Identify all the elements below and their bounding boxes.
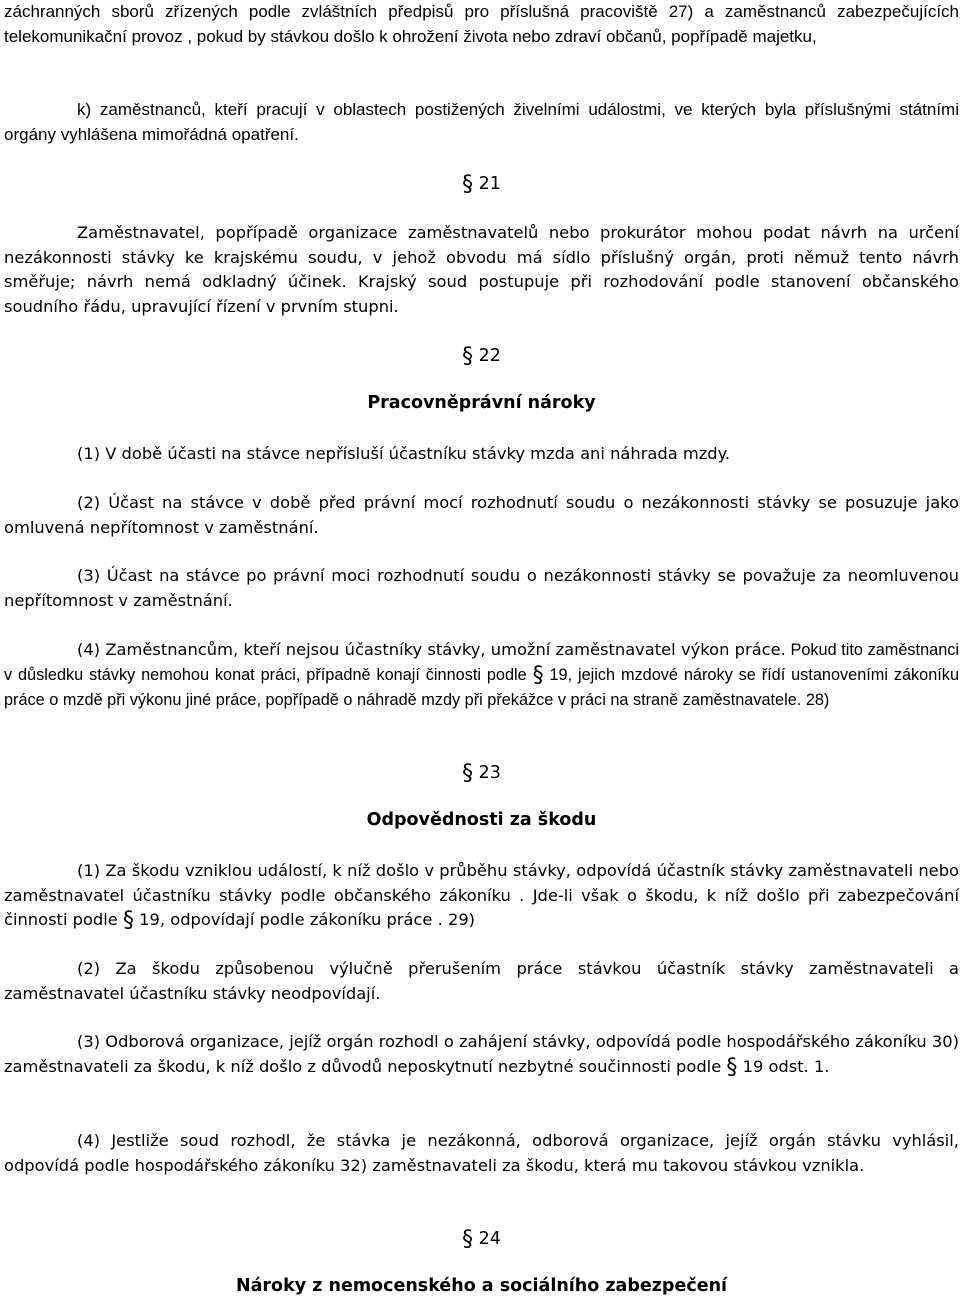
- section-23-paragraph-1: [4, 859, 959, 934]
- paragraph-1-part-a: (1) Za škodu vzniklou událostí, k níž došlo v průběhu stávky, odpovídá účastník stávky zaměstnavateli nebo zaměstnavatel účastníku stávky podle občanského zákoníku . Jde-li však o škodu, k níž došlo při zabezpečování činnosti podle: [4, 861, 959, 929]
- section-23-number: 23: [478, 763, 501, 783]
- section-sign: §: [462, 172, 474, 197]
- paragraph-3-part-a: (3) Odborová organizace, jejíž orgán rozhodl o zahájení stávky, odpovídá podle hospodářského zákoníku 30) zaměstnavateli za škodu, k níž došlo z důvodů neposkytnutí nezbytné součinnosti podle: [4, 1032, 959, 1076]
- section-sign: §: [462, 1227, 474, 1252]
- section-sign: §: [123, 908, 134, 933]
- section-21-number: 21: [478, 174, 501, 194]
- section-sign: §: [532, 662, 544, 688]
- paragraph-item-k: [4, 98, 959, 147]
- section-23-heading: [4, 761, 959, 786]
- section-22-paragraph-4: [4, 638, 959, 713]
- paragraph-4-part-b1: Pokud tito zaměstnanci v důsledku stávky nemohou konat práci, případně konají činnosti podle: [4, 641, 960, 684]
- item-k-text: k) zaměstnanců, kteří pracují v oblastech postižených živelními událostmi, ve kterých byla příslušnými státními orgány vyhlášena mimořádná opatření.: [4, 100, 959, 144]
- paragraph-3-part-b: 19 odst. 1.: [737, 1056, 830, 1076]
- section-22-number: 22: [478, 346, 501, 366]
- section-24-heading: [4, 1227, 959, 1252]
- section-23-paragraph-2: (2) Za škodu způsobenou výlučně přerušením práce stávkou účastník stávky zaměstnavateli a zaměstnavatel účastníku stávky neodpovídají.: [4, 959, 959, 1003]
- section-22-heading: [4, 344, 959, 369]
- section-21-text: Zaměstnavatel, popřípadě organizace zaměstnavatelů nebo prokurátor mohou podat návrh na určení nezákonnosti stávky ke krajskému soudu, v jehož obvodu má sídlo příslušný orgán, proti němuž tento návrh směřuje; návrh nemá odkladný účinek. Krajský soud postupuje při rozhodování podle stanovení občanského soudního řádu, upravující řízení v prvním stupni.: [4, 223, 959, 316]
- section-22-paragraph-1: (1) V době účasti na stávce nepřísluší účastníku stávky mzda ani náhrada mzdy.: [77, 444, 731, 463]
- section-23-title: Odpovědnosti za škodu: [366, 810, 597, 830]
- paragraph-4-part-a: (4) Zaměstnancům, kteří nejsou účastníky stávky, umožní zaměstnavatel výkon práce.: [77, 640, 786, 659]
- section-23-paragraph-3: [4, 1030, 959, 1080]
- paragraph-1-part-b: 19, odpovídají podle zákoníku práce . 29): [134, 910, 476, 929]
- section-sign: §: [726, 1054, 738, 1080]
- section-21-heading: [4, 172, 959, 197]
- paragraph-intro: záchranných sborů zřízených podle zvláštních předpisů pro příslušná pracoviště 27) a zaměstnanců zabezpečujících telekomunikační provoz , pokud by stávkou došlo k ohrožení života nebo zdraví občanů, popřípadě majetku,: [4, 2, 959, 46]
- section-sign: §: [462, 344, 474, 369]
- section-24-number: 24: [478, 1229, 501, 1249]
- section-24-title: Nároky z nemocenského a sociálního zabezpečení: [235, 1276, 728, 1296]
- section-22-title: Pracovněprávní nároky: [367, 393, 596, 413]
- section-sign: §: [462, 761, 474, 786]
- paragraph-4-part-b2: 19, jejich mzdové nároky se řídí ustanoveními zákoníku práce o mzdě při výkonu jiné práce, popřípadě o náhradě mzdy při překážce v práci na straně zaměstnavatele. 28): [4, 665, 959, 709]
- section-22-paragraph-2: (2) Účast na stávce v době před právní mocí rozhodnutí soudu o nezákonnosti stávky se posuzuje jako omluvená nepřítomnost v zaměstnání.: [4, 493, 959, 537]
- section-23-paragraph-4: (4) Jestliže soud rozhodl, že stávka je nezákonná, odborová organizace, jejíž orgán stávku vyhlásil, odpovídá podle hospodářského zákoníku 32) zaměstnavateli za škodu, která mu takovou stávkou vznikla.: [4, 1131, 959, 1175]
- section-22-paragraph-3: (3) Účast na stávce po právní moci rozhodnutí soudu o nezákonnosti stávky se považuje za neomluvenou nepřítomnost v zaměstnání.: [4, 566, 959, 610]
